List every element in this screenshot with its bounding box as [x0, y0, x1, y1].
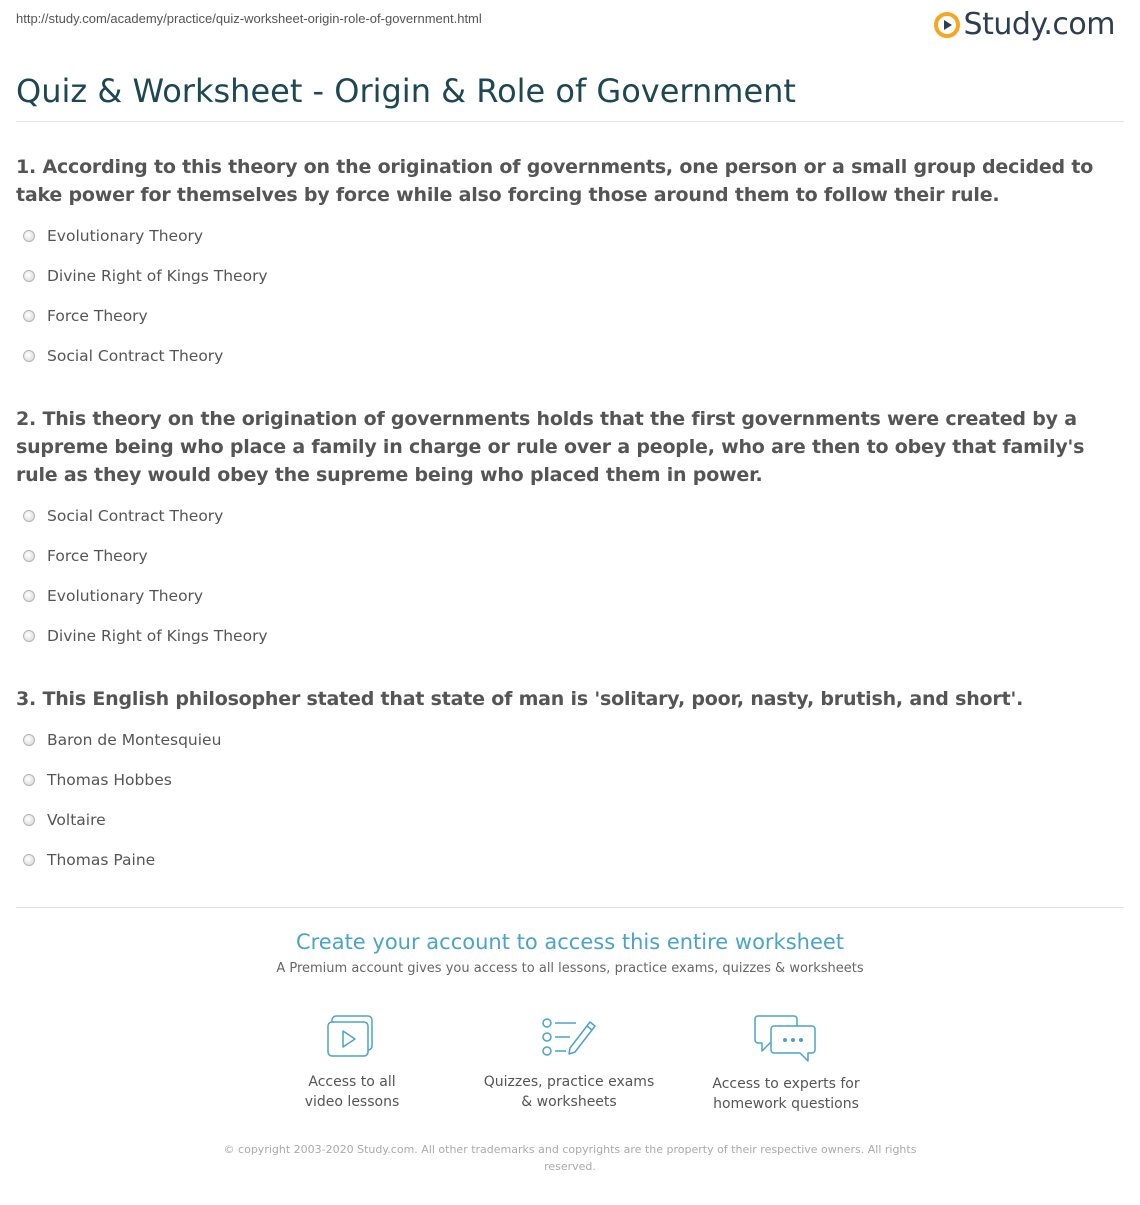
- answer-label: Thomas Hobbes: [47, 771, 172, 789]
- radio-button[interactable]: [23, 550, 35, 562]
- answer-label: Voltaire: [47, 811, 106, 829]
- answer-label: Social Contract Theory: [47, 347, 224, 365]
- section-divider: [16, 907, 1124, 908]
- feature-video-lessons: [252, 1014, 452, 1112]
- page-title: Quiz & Worksheet - Origin & Role of Government: [16, 72, 796, 110]
- radio-button[interactable]: [23, 510, 35, 522]
- quiz-checklist-icon: [540, 1014, 598, 1060]
- radio-button[interactable]: [23, 814, 35, 826]
- answer-label: Force Theory: [47, 547, 148, 565]
- radio-button[interactable]: [23, 350, 35, 362]
- page-url: http://study.com/academy/practice/quiz-worksheet-origin-role-of-government.html: [16, 11, 482, 26]
- title-divider: [16, 121, 1124, 122]
- answer-label: Thomas Paine: [47, 851, 156, 869]
- feature-experts: [686, 1014, 886, 1114]
- question-1: 1. According to this theory on the origination of governments, one person or a small group decided to take power for themselves by force while also forcing those around them to follow their rule.: [16, 156, 1094, 206]
- radio-button[interactable]: [23, 774, 35, 786]
- answer-label: Evolutionary Theory: [47, 587, 204, 605]
- answer-option[interactable]: [16, 800, 221, 840]
- answer-option[interactable]: [16, 840, 221, 880]
- answer-option[interactable]: [16, 216, 268, 256]
- answer-option[interactable]: [16, 576, 268, 616]
- chat-bubbles-icon: [754, 1014, 818, 1062]
- answer-label: Force Theory: [47, 307, 148, 325]
- answer-label: Social Contract Theory: [47, 507, 224, 525]
- play-circle-icon: [934, 12, 960, 38]
- radio-button[interactable]: [23, 310, 35, 322]
- answer-option[interactable]: [16, 496, 268, 536]
- answer-label: Divine Right of Kings Theory: [47, 627, 268, 645]
- radio-button[interactable]: [23, 630, 35, 642]
- radio-button[interactable]: [23, 734, 35, 746]
- question-3: 3. This English philosopher stated that state of man is 'solitary, poor, nasty, brutish, and short'.: [16, 688, 1024, 710]
- feature-label: Access to experts for homework questions: [712, 1076, 860, 1112]
- answer-option[interactable]: [16, 616, 268, 656]
- answer-option[interactable]: [16, 256, 268, 296]
- radio-button[interactable]: [23, 590, 35, 602]
- question-2-options: [16, 496, 268, 656]
- feature-quizzes: [469, 1014, 669, 1112]
- answer-option[interactable]: [16, 336, 268, 376]
- radio-button[interactable]: [23, 270, 35, 282]
- feature-label: Access to all video lessons: [304, 1074, 400, 1110]
- answer-label: Evolutionary Theory: [47, 227, 204, 245]
- cta-subtitle: A Premium account gives you access to all lessons, practice exams, quizzes & worksheets: [276, 961, 864, 976]
- answer-option[interactable]: [16, 760, 221, 800]
- answer-option[interactable]: [16, 536, 268, 576]
- copyright-notice: © copyright 2003-2020 Study.com. All other trademarks and copyrights are the property of their respective owners. All rights reserved.: [223, 1143, 917, 1173]
- study-logo[interactable]: [934, 8, 1115, 42]
- answer-label: Divine Right of Kings Theory: [47, 267, 268, 285]
- feature-label: Quizzes, practice exams & worksheets: [483, 1074, 655, 1110]
- logo-text: Study.com: [963, 7, 1115, 42]
- question-3-options: [16, 720, 221, 880]
- answer-option[interactable]: [16, 720, 221, 760]
- radio-button[interactable]: [23, 230, 35, 242]
- video-lessons-icon: [326, 1014, 378, 1060]
- create-account-link[interactable]: Create your account to access this entire worksheet: [295, 930, 845, 954]
- question-2: 2. This theory on the origination of governments holds that the first governments were created by a supreme being who place a family in charge or rule over a people, who are then to obey that family's rule as they would obey the supreme being who placed them in power.: [16, 408, 1085, 486]
- question-1-options: [16, 216, 268, 376]
- radio-button[interactable]: [23, 854, 35, 866]
- answer-option[interactable]: [16, 296, 268, 336]
- answer-label: Baron de Montesquieu: [47, 731, 222, 749]
